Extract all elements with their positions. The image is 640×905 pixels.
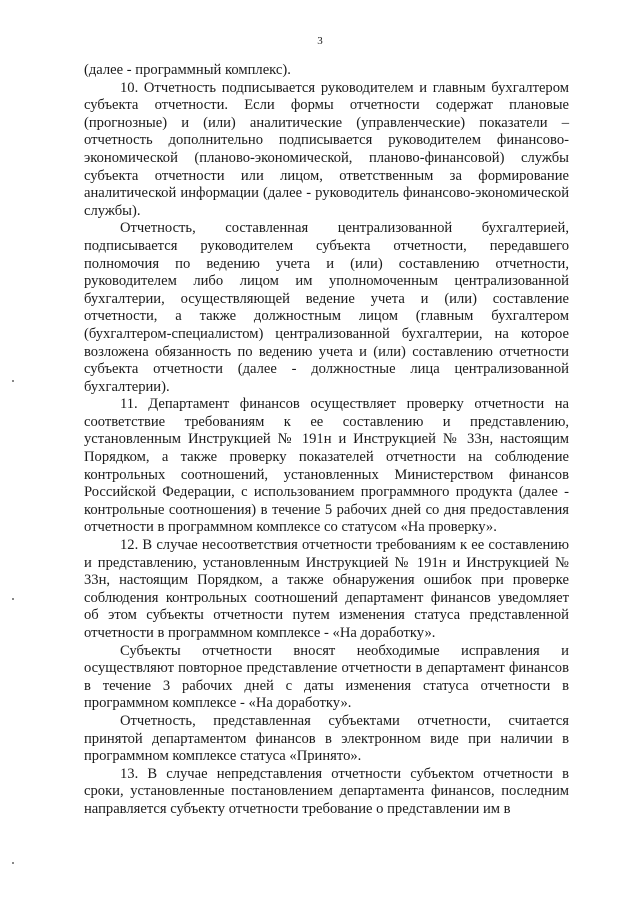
paragraph-corrections: Субъекты отчетности вносят необходимые исправления и осуществляют повторное представление отчетности в департамент финансов в течение 3 рабочих дней с даты изменения статуса отчетности в программном комплексе - «На доработку». — [84, 642, 569, 712]
scan-mark — [12, 862, 14, 864]
paragraph-10: 10. Отчетность подписывается руководителем и главным бухгалтером субъекта отчетности. Если формы отчетности содержат плановые (прогнозные) и (или) аналитические (управленческие) показатели – отчетность дополнительно подписывается руководителем финансово-экономической (планово-экономической, планово-финансовой) службы субъекта отчетности или лицом, ответственным за формирование аналитической информации (далее - руководитель финансово-экономической службы). — [84, 79, 569, 219]
document-body — [84, 62, 569, 819]
scan-mark — [12, 380, 14, 382]
paragraph-12: 12. В случае несоответствия отчетности требованиям к ее составлению и представлению, установленным Инструкцией № 191н и Инструкцией № 33н, настоящим Порядком, а также обнаружения ошибок при проверке соблюдения контрольных соотношений департамент финансов уведомляет об этом субъекты отчетности путем изменения статуса представленной отчетности в программном комплексе - «На доработку». — [84, 537, 569, 641]
paragraph-13: 13. В случае непредставления отчетности субъектом отчетности в сроки, установленные постановлением департамента финансов, последним направляется субъекту отчетности требование о представлении им в — [84, 765, 569, 817]
paragraph-continuation: (далее - программный комплекс). — [84, 62, 291, 78]
page-number: 3 — [317, 35, 323, 47]
paragraph-accepted: Отчетность, представленная субъектами отчетности, считается принятой департаментом финансов в электронном виде при наличии в программном комплексе статуса «Принято». — [84, 712, 569, 765]
paragraph-centralized-accounting: Отчетность, составленная централизованной бухгалтерией, подписывается руководителем субъекта отчетности, передавшего полномочия по ведению учета и (или) составлению отчетности, руководителем либо лицом им уполномоченным централизованной бухгалтерии, осуществляющей ведение учета и (или) составление отчетности, а также должностным лицом (главным бухгалтером (бухгалтером-специалистом) централизованной бухгалтерии, на которое возложена обязанность по ведению учета и (или) составлению отчетности субъекта отчетности (далее - должностные лица централизованной бухгалтерии). — [84, 220, 569, 395]
paragraph-11: 11. Департамент финансов осуществляет проверку отчетности на соответствие требованиям к ее составлению и представлению, установленным Инструкцией № 191н и Инструкцией № 33н, настоящим Порядком, а также проверку показателей отчетности на соблюдение контрольных соотношений, установленных Министерством финансов Российской Федерации, с использованием программного продукта (далее - контрольные соотношения) в течение 5 рабочих дней со дня предоставления отчетности в программном комплексе со статусом «На проверку». — [84, 396, 569, 536]
scan-mark — [12, 598, 14, 600]
